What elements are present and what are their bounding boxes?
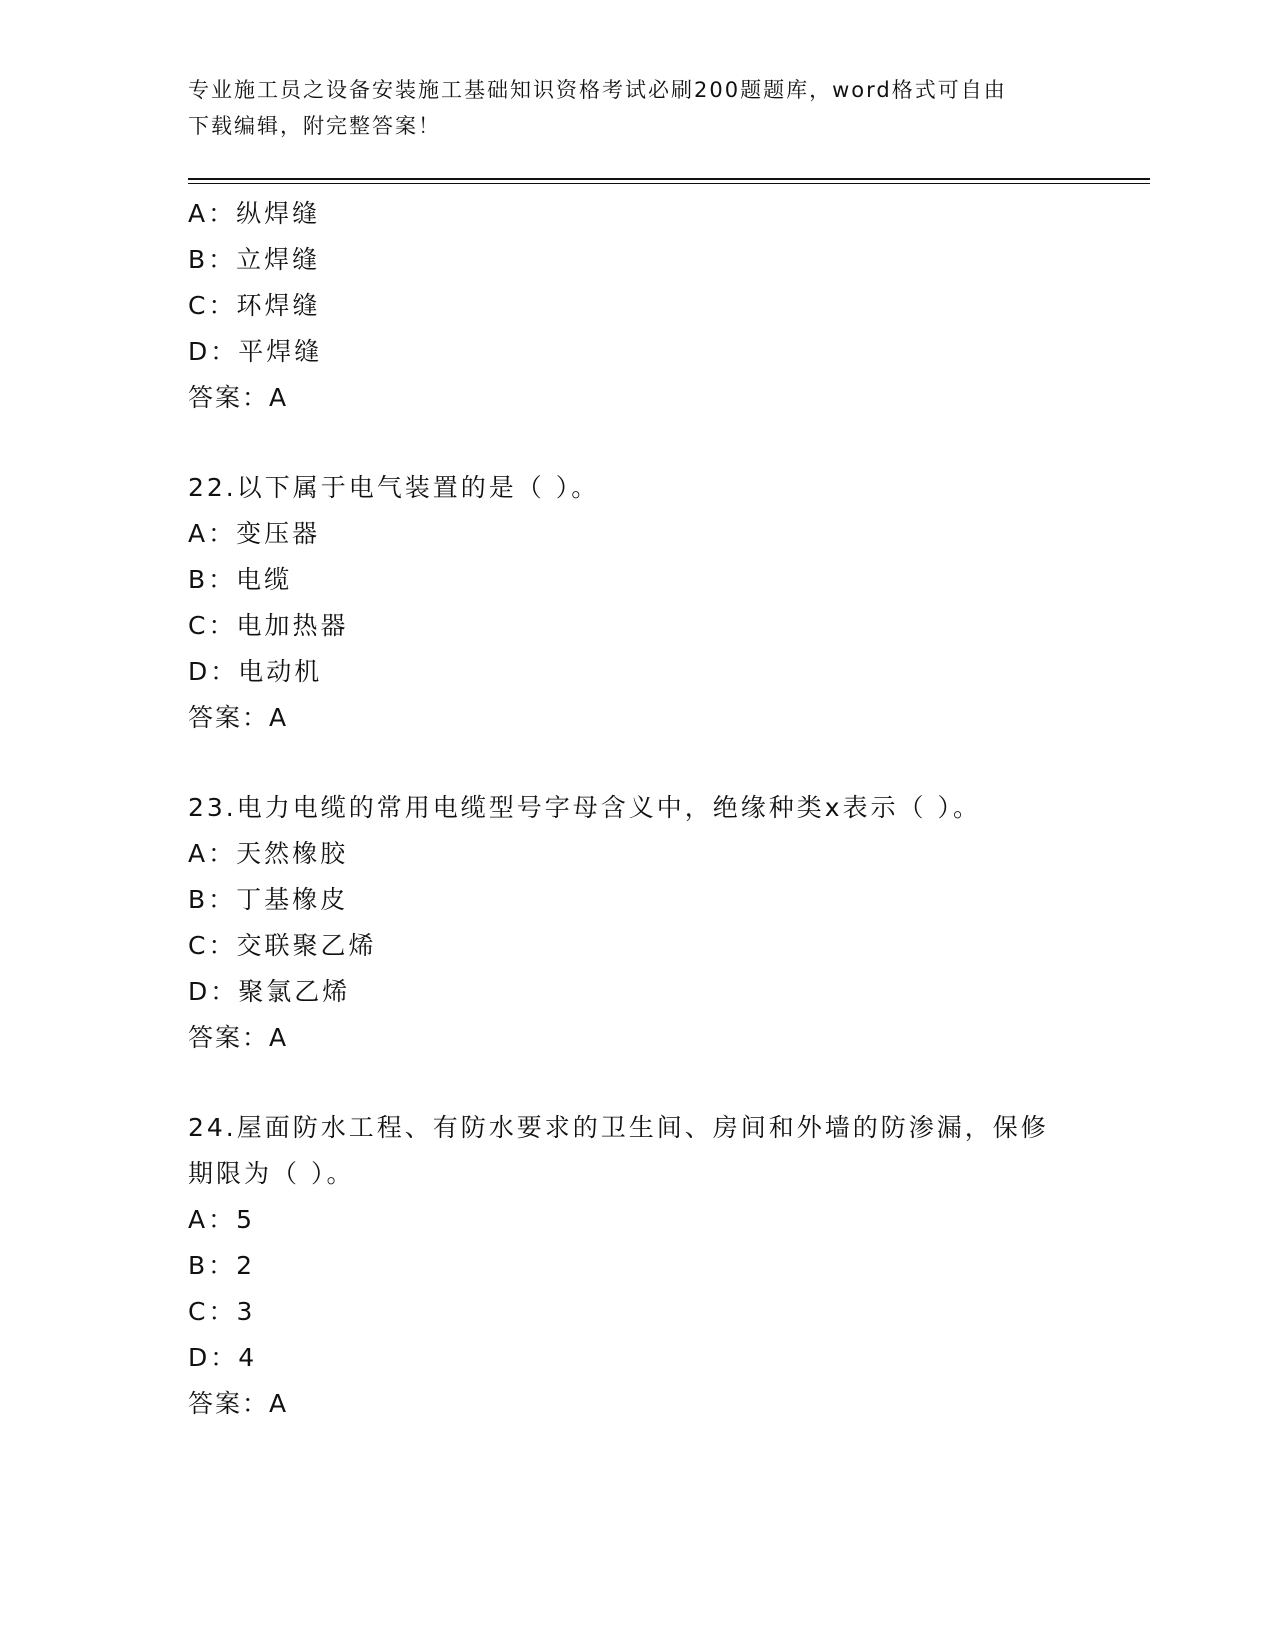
- option-c: [188, 283, 1088, 329]
- header-line-2: 下载编辑，附完整答案！: [188, 114, 441, 138]
- option-d: [188, 329, 1088, 375]
- header-rule-thick: [188, 178, 1150, 180]
- option-c: [188, 603, 1088, 649]
- question-title: 23.电力电缆的常用电缆型号字母含义中，绝缘种类x表示（ ）。: [188, 793, 982, 822]
- option-text: 立焊缝: [236, 245, 321, 274]
- option-b: [188, 237, 1088, 283]
- option-b: [188, 557, 1088, 603]
- question-24: [188, 1105, 1088, 1427]
- question-title: 22.以下属于电气装置的是（ ）。: [188, 473, 600, 502]
- option-c: [188, 923, 1088, 969]
- option-d: [188, 1335, 1088, 1381]
- option-key: A：: [188, 199, 237, 228]
- option-key: A：: [188, 519, 237, 548]
- option-text: 4: [238, 1343, 258, 1372]
- option-text: 聚氯乙烯: [238, 977, 351, 1006]
- option-text: 3: [236, 1297, 256, 1326]
- option-key: D：: [188, 977, 239, 1006]
- option-key: D：: [188, 1343, 239, 1372]
- option-key: B：: [188, 1251, 237, 1280]
- option-a: [188, 511, 1088, 557]
- option-text: 丁基橡皮: [236, 885, 349, 914]
- answer-line: 答案：A: [188, 703, 289, 732]
- spacer: [188, 1061, 1088, 1105]
- spacer: [188, 741, 1088, 785]
- question-22: [188, 465, 1088, 741]
- option-text: 纵焊缝: [236, 199, 321, 228]
- option-text: 平焊缝: [238, 337, 323, 366]
- option-c: [188, 1289, 1088, 1335]
- answer-line: 答案：A: [188, 383, 289, 412]
- option-key: D：: [188, 337, 239, 366]
- question-21-continued: [188, 191, 1088, 421]
- option-text: 5: [236, 1205, 256, 1234]
- question-list: [188, 191, 1088, 1427]
- option-d: [188, 649, 1088, 695]
- option-key: C：: [188, 611, 237, 640]
- answer-line: 答案：A: [188, 1389, 289, 1418]
- spacer: [188, 421, 1088, 465]
- question-title-line-2: 期限为（ ）。: [188, 1159, 355, 1188]
- option-text: 天然橡胶: [236, 839, 349, 868]
- answer-line: 答案：A: [188, 1023, 289, 1052]
- option-text: 2: [236, 1251, 256, 1280]
- option-text: 变压器: [236, 519, 321, 548]
- header-rule-thin: [188, 183, 1150, 184]
- option-text: 交联聚乙烯: [236, 931, 377, 960]
- option-a: [188, 831, 1088, 877]
- option-key: A：: [188, 839, 237, 868]
- option-b: [188, 1243, 1088, 1289]
- option-d: [188, 969, 1088, 1015]
- question-title-line-1: 24.屋面防水工程、有防水要求的卫生间、房间和外墙的防渗漏，保修: [188, 1113, 1049, 1142]
- option-key: D：: [188, 657, 239, 686]
- option-key: C：: [188, 291, 237, 320]
- option-a: [188, 1197, 1088, 1243]
- option-key: B：: [188, 885, 237, 914]
- option-b: [188, 877, 1088, 923]
- question-23: [188, 785, 1088, 1061]
- option-a: [188, 191, 1088, 237]
- option-text: 电动机: [238, 657, 323, 686]
- option-key: B：: [188, 245, 237, 274]
- option-key: B：: [188, 565, 237, 594]
- option-key: C：: [188, 931, 237, 960]
- document-header: [188, 72, 1068, 144]
- option-text: 环焊缝: [236, 291, 321, 320]
- header-line-1: 专业施工员之设备安装施工基础知识资格考试必刷200题题库，word格式可自由: [188, 78, 1007, 102]
- option-text: 电加热器: [236, 611, 349, 640]
- option-key: C：: [188, 1297, 237, 1326]
- option-text: 电缆: [236, 565, 293, 594]
- option-key: A：: [188, 1205, 237, 1234]
